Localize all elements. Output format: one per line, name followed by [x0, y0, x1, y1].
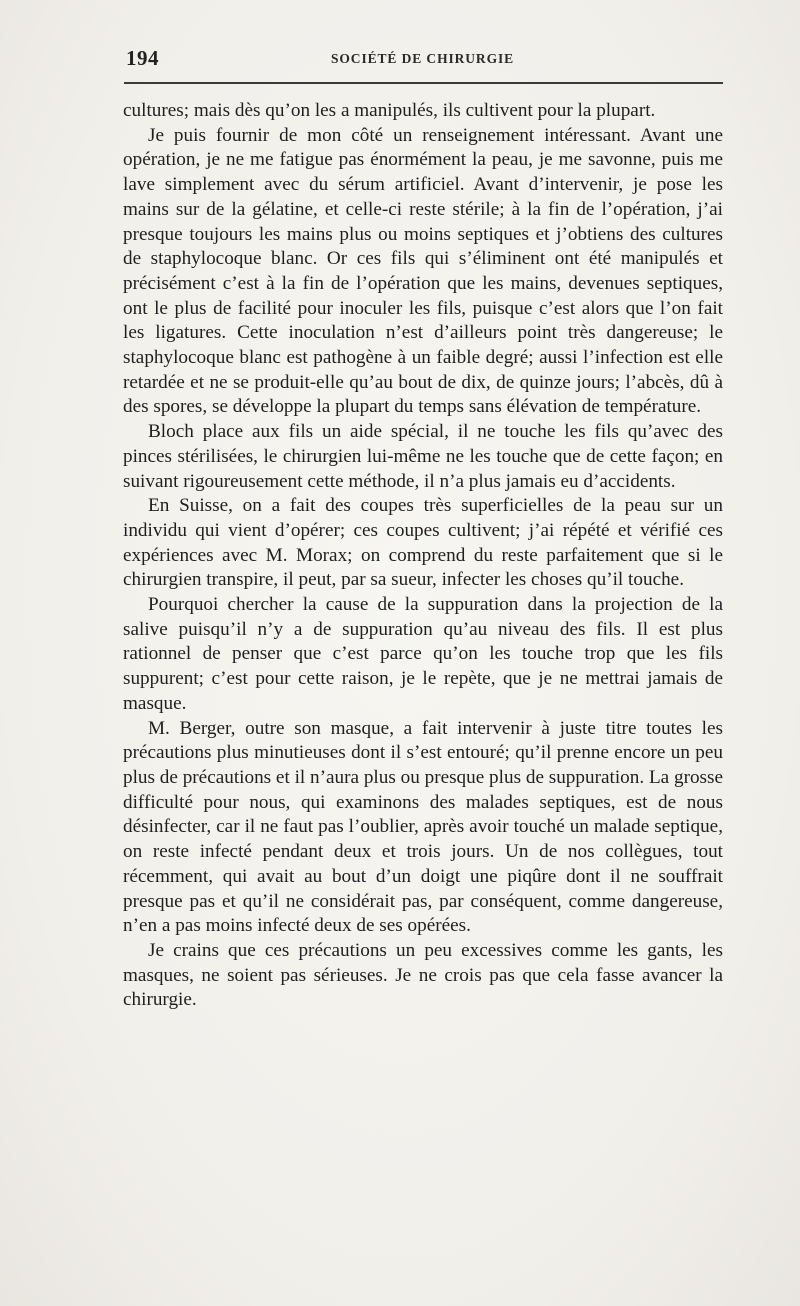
page-number: 194 [126, 46, 159, 70]
paragraph-2: Je puis fournir de mon côté un renseignement intéressant. Avant une opération, je ne me fatigue pas énormément la peau, je me savonne, puis me lave simplement avec du sérum artificiel. Avant d’intervenir, je pose les mains sur de la gélatine, et celle-ci reste stérile; à la fin de l’opération, j’ai presque toujours les mains plus ou moins septiques et j’obtiens des cultures de staphylocoque blanc. Or ces fils qui s’éliminent ont été manipulés et précisément c’est à la fin de l’opération que les mains, devenues septiques, ont le plus de facilité pour inoculer les fils, puisque c’est alors que l’on fait les ligatures. Cette inoculation n’est d’ailleurs point très dangereuse; le staphylocoque blanc est pathogène à un faible degré; aussi l’infection est elle retardée et ne se produit-elle qu’au bout de dix, de quinze jours; l’abcès, dû à des spores, se développe la plupart du temps sans élévation de température. [123, 124, 723, 418]
paragraph-7: Je crains que ces précautions un peu excessives comme les gants, les masques, ne soient pas sérieuses. Je ne crois pas que cela fasse avancer la chirurgie. [123, 939, 723, 1011]
running-head: SOCIÉTÉ DE CHIRURGIE [331, 51, 515, 66]
paragraph-1: cultures; mais dès qu’on les a manipulés, ils cultivent pour la plupart. [123, 100, 656, 121]
paragraph-4: En Suisse, on a fait des coupes très superficielles de la peau sur un individu qui vient d’opérer; ces coupes cultivent; j’ai répété et vérifié ces expériences avec M. Morax; on comprend du reste parfaitement que si le chirurgien transpire, il peut, par sa sueur, infecter les choses qu’il touche. [123, 495, 723, 591]
paragraph-5: Pourquoi chercher la cause de la suppuration dans la projection de la salive puisqu’il n’y a de suppuration qu’au niveau des fils. Il est plus rationnel de penser que c’est parce qu’on les touche trop que les fils suppurent; c’est pour cette raison, je le repète, que je ne mettrai jamais de masque. [123, 594, 723, 714]
page-header [126, 42, 723, 72]
header-rule [124, 82, 723, 84]
paragraph-3: Bloch place aux fils un aide spécial, il ne touche les fils qu’avec des pinces stérilisées, le chirurgien lui-même ne les touche que de cette façon; en suivant rigoureusement cette méthode, il n’a plus jamais eu d’accidents. [123, 421, 723, 492]
body-text [123, 99, 723, 1013]
paragraph-6: M. Berger, outre son masque, a fait intervenir à juste titre toutes les précautions plus minutieuses dont il s’est entouré; qu’il prenne encore un peu plus de précautions et il n’aura plus ou presque plus de suppuration. La grosse difficulté pour nous, qui examinons des malades septiques, est de nous désinfecter, car il ne faut pas l’oublier, après avoir touché un malade septique, on reste infecté pendant deux et trois jours. Un de nos collègues, tout récemment, qui avait au bout d’un doigt une piqûre dont il ne souffrait presque pas et qu’il ne considérait pas, par conséquent, comme dangereuse, n’en a pas moins infecté deux de ses opérées. [123, 717, 724, 937]
